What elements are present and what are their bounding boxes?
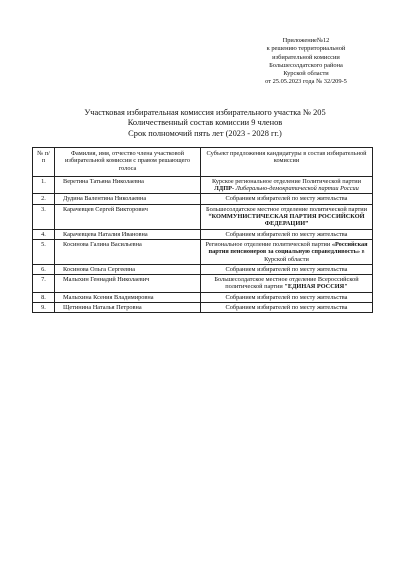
appendix-block [226, 37, 386, 87]
member-name: Дудина Валентина Николаевна [55, 194, 201, 204]
nomination-subject: Собранием избирателей по месту жительства [201, 229, 373, 239]
member-name: Веретина Татьяна Николаевна [55, 176, 201, 194]
nomination-subject: Собранием избирателей по месту жительства [201, 292, 373, 302]
appendix-line: к решению территориальной [266, 45, 346, 53]
table-row [33, 176, 373, 194]
row-number: 5. [33, 239, 55, 264]
member-name: Косинова Ольга Сергеевна [55, 264, 201, 274]
table-row [33, 264, 373, 274]
members-table [32, 147, 373, 313]
nomination-subject: Региональное отделение политической партии «Российская партия пенсионеров за социальную справедливость» в Курской области [201, 239, 373, 264]
member-name: Малыхин Геннадий Николаевич [55, 275, 201, 293]
appendix-line: Большесолдатского района [269, 61, 343, 69]
member-name: Щетинина Наталья Петровна [55, 303, 201, 313]
header-subject: Субъект предложения кандидатуры в состав избирательной комиссии [201, 148, 373, 177]
term-of-office: Срок полномочий пять лет (2023 - 2028 гг.) [128, 128, 282, 138]
member-name: Карачевцева Наталия Ивановна [55, 229, 201, 239]
table-row [33, 204, 373, 229]
row-number: 2. [33, 194, 55, 204]
table-row [33, 229, 373, 239]
row-number: 3. [33, 204, 55, 229]
nomination-subject: Курское региональное отделение Политической партии ЛДПР- Либерально-демократической партии России [201, 176, 373, 194]
appendix-line: избирательной комиссии [272, 53, 340, 61]
nomination-subject: Собранием избирателей по месту жительства [201, 303, 373, 313]
header-name: Фамилия, имя, отчество члена участковой избирательной комиссии с правом решающего голоса [55, 148, 201, 177]
member-name: Малыхина Ксения Владимировна [55, 292, 201, 302]
member-name: Карачевцев Сергей Викторович [55, 204, 201, 229]
nomination-subject: Собранием избирателей по месту жительства [201, 264, 373, 274]
table-row [33, 275, 373, 293]
table-header-row [33, 148, 373, 177]
row-number: 6. [33, 264, 55, 274]
header-number: № п/п [33, 148, 55, 177]
commission-title: Участковая избирательная комиссия избирательного участка № 205 [84, 108, 326, 117]
row-number: 9. [33, 303, 55, 313]
table-row [33, 239, 373, 264]
table-row [33, 303, 373, 313]
row-number: 4. [33, 229, 55, 239]
nomination-subject: Большесолдатское местное отделение Всероссийской политической партии "ЕДИНАЯ РОССИЯ" [201, 275, 373, 293]
row-number: 7. [33, 275, 55, 293]
row-number: 8. [33, 292, 55, 302]
table-row [33, 292, 373, 302]
member-name: Косинова Галина Васильевна [55, 239, 201, 264]
appendix-line: от 25.05.2023 года № 32/209-5 [265, 78, 347, 86]
row-number: 1. [33, 176, 55, 194]
nomination-subject: Большесолдатское местное отделение политической партии “КОММУНИСТИЧЕСКАЯ ПАРТИЯ РОССИЙСКОЙ ФЕДЕРАЦИИ” [201, 204, 373, 229]
table-row [33, 194, 373, 204]
commission-size: Количественный состав комиссии 9 членов [127, 118, 283, 128]
nomination-subject: Собранием избирателей по месту жительства [201, 194, 373, 204]
appendix-line: Курской области [283, 70, 329, 78]
document-heading [40, 108, 370, 139]
appendix-line: Приложение№12 [282, 37, 330, 44]
